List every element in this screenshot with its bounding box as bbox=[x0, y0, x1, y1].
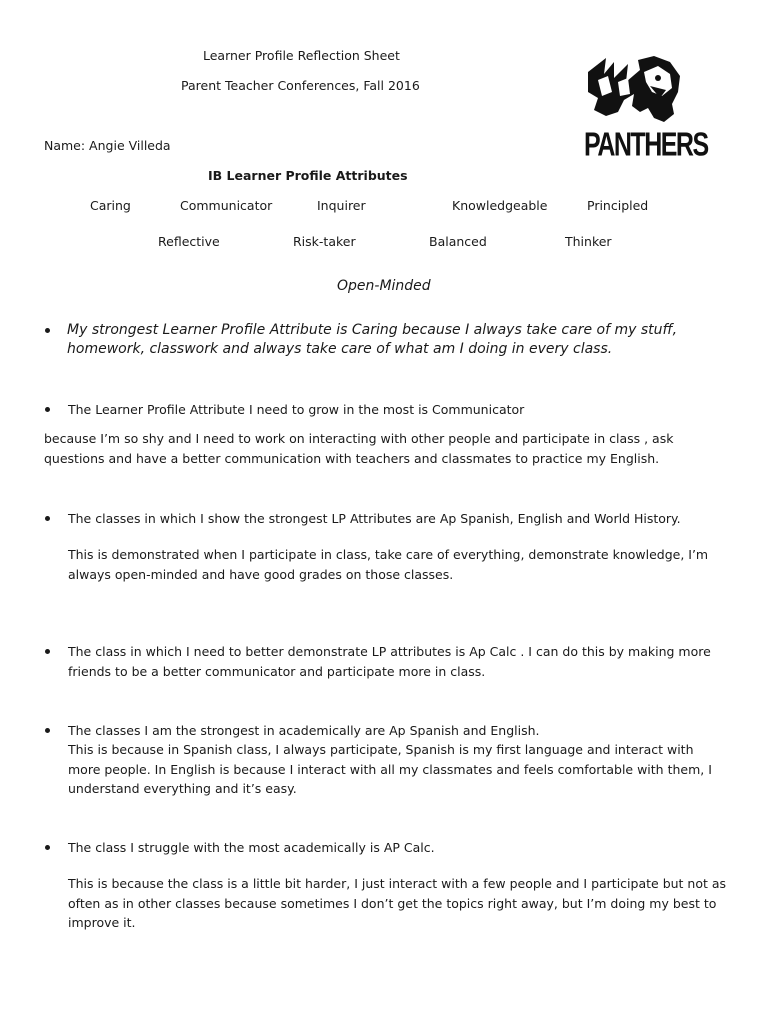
attribute-thinker: Thinker bbox=[565, 234, 612, 249]
attribute-reflective: Reflective bbox=[158, 234, 220, 249]
bullet-icon bbox=[45, 407, 50, 412]
panther-head-icon bbox=[584, 52, 684, 132]
attribute-risk-taker: Risk-taker bbox=[293, 234, 356, 249]
academic-strong-reason: This is because in Spanish class, I always participate, Spanish is my first language and interact with more people. In English is because I interact with all my classmates and feels comfortable with them, I understand everything and it’s easy. bbox=[68, 742, 712, 796]
attribute-inquirer: Inquirer bbox=[317, 198, 366, 213]
attribute-communicator: Communicator bbox=[180, 198, 273, 213]
strong-classes-text: The classes in which I show the strongest LP Attributes are Ap Spanish, English and World History. bbox=[68, 511, 681, 526]
student-name: Name: Angie Villeda bbox=[44, 138, 171, 153]
strong-classes-reason: This is demonstrated when I participate in class, take care of everything, demonstrate knowledge, I’m always open-minded and have good grades on those classes. bbox=[68, 547, 709, 582]
logo-wordmark: PANTHERS bbox=[584, 126, 708, 164]
attribute-principled: Principled bbox=[587, 198, 649, 213]
better-class-text: The class in which I need to better demonstrate LP attributes is Ap Calc . I can do this by making more friends to be a better communicator and participate more in class. bbox=[68, 644, 711, 679]
bullet-icon bbox=[45, 649, 50, 654]
attribute-open-minded: Open-Minded bbox=[337, 278, 431, 294]
attribute-knowledgeable: Knowledgeable bbox=[452, 198, 548, 213]
bullet-icon bbox=[45, 728, 50, 733]
grow-reason-text: because I’m so shy and I need to work on interacting with other people and participate in class , ask questions and have a better communication with teachers and classmates to practice my English. bbox=[44, 431, 674, 466]
document-subtitle: Parent Teacher Conferences, Fall 2016 bbox=[181, 78, 420, 93]
strongest-attribute-text: My strongest Learner Profile Attribute is Caring because I always take care of my stuff, homework, classwork and always take care of what am I doing in every class. bbox=[67, 322, 678, 357]
struggle-class-text: The class I struggle with the most academically is AP Calc. bbox=[68, 840, 435, 855]
panthers-logo bbox=[584, 52, 708, 164]
academic-strong-text: The classes I am the strongest in academically are Ap Spanish and English. bbox=[68, 723, 540, 738]
attributes-heading: IB Learner Profile Attributes bbox=[208, 168, 408, 183]
struggle-reason-text: This is because the class is a little bit harder, I just interact with a few people and I participate but not as often as in other classes because sometimes I don’t get the topics right away, but I’m doing my best to improve it. bbox=[68, 876, 727, 930]
grow-attribute-text: The Learner Profile Attribute I need to grow in the most is Communicator bbox=[68, 402, 525, 417]
bullet-icon bbox=[45, 516, 50, 521]
bullet-icon bbox=[45, 328, 50, 333]
attribute-caring: Caring bbox=[90, 198, 131, 213]
attribute-balanced: Balanced bbox=[429, 234, 487, 249]
bullet-icon bbox=[45, 845, 50, 850]
document-title: Learner Profile Reflection Sheet bbox=[203, 48, 400, 63]
